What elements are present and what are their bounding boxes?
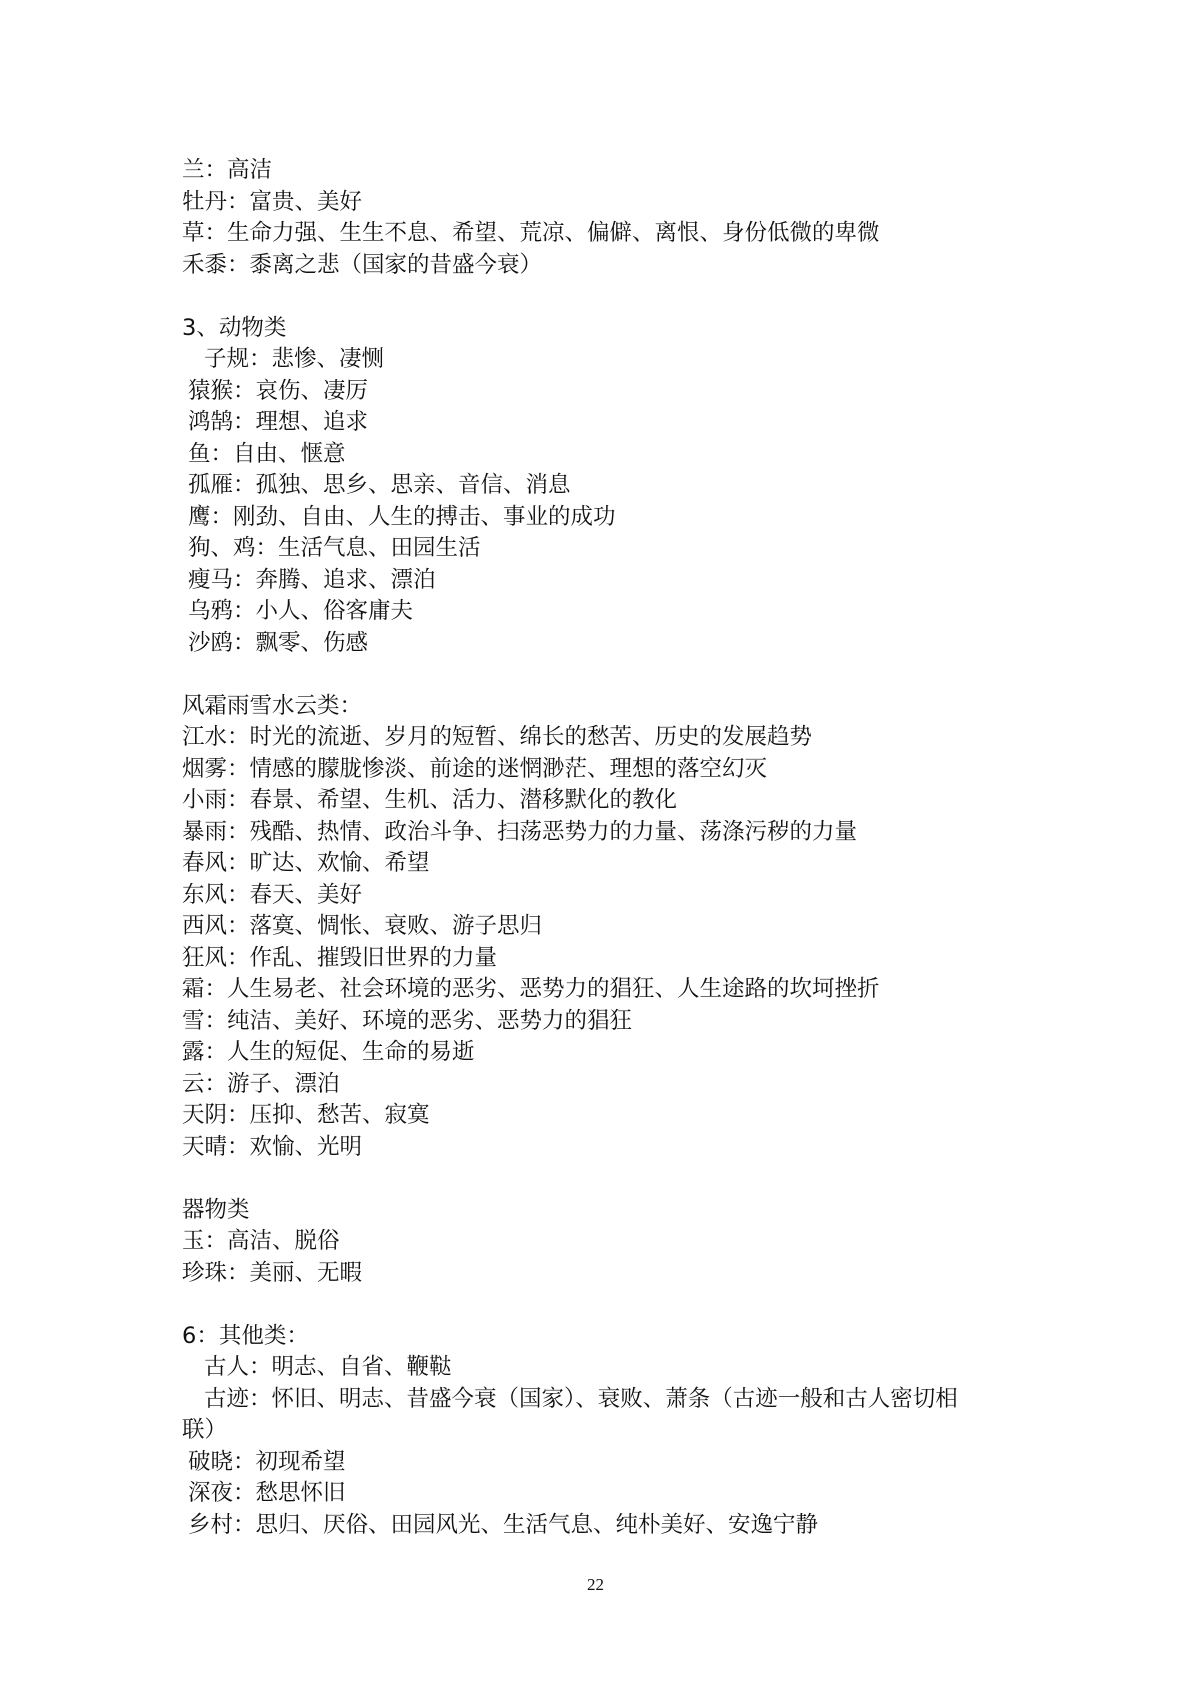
animal-entry: 沙鸥：飘零、伤感	[188, 629, 369, 656]
plant-entry: 禾黍：黍离之悲（国家的昔盛今衰）	[182, 251, 543, 278]
weather-entry: 雪：纯洁、美好、环境的恶劣、恶势力的猖狂	[182, 1007, 633, 1034]
weather-heading: 风霜雨雪水云类：	[182, 692, 363, 719]
weather-entry: 春风：旷达、欢愉、希望	[182, 850, 430, 876]
animals-heading: 3、动物类	[182, 314, 287, 341]
weather-entry: 暴雨：残酷、热情、政治斗争、扫荡恶势力的力量、荡涤污秽的力量	[182, 818, 858, 845]
other-entry: 古人：明志、自省、鞭鞑	[204, 1354, 452, 1380]
other-entry: 破晓：初现希望	[188, 1448, 346, 1475]
weather-entry: 东风：春天、美好	[182, 881, 363, 908]
weather-entry: 露：人生的短促、生命的易逝	[182, 1039, 475, 1065]
page-number: 22	[587, 1575, 604, 1594]
animal-entry: 瘦马：奔腾、追求、漂泊	[188, 566, 436, 593]
plant-entry: 兰：高洁	[182, 157, 273, 183]
weather-entry: 小雨：春景、希望、生机、活力、潜移默化的教化	[182, 787, 678, 813]
animal-entry: 猿猴：哀伤、凄厉	[188, 377, 369, 404]
other-entry-continuation: 联）	[182, 1417, 228, 1443]
weather-entry: 霜：人生易老、社会环境的恶劣、恶势力的猖狂、人生途路的坎坷挫折	[182, 976, 880, 1002]
spacer	[182, 1289, 1042, 1321]
objects-heading: 器物类	[182, 1196, 250, 1223]
weather-entry: 江水：时光的流逝、岁月的短暂、绵长的愁苦、历史的发展趋势	[182, 724, 813, 750]
weather-entry: 狂风：作乱、摧毁旧世界的力量	[182, 944, 498, 971]
spacer	[182, 281, 1042, 313]
object-entry: 珍珠：美丽、无暇	[182, 1259, 363, 1286]
weather-entry: 烟雾：情感的朦胧惨淡、前途的迷惘渺茫、理想的落空幻灭	[182, 755, 768, 782]
animal-entry: 狗、鸡：生活气息、田园生活	[188, 535, 481, 561]
animal-entry: 鸿鹄：理想、追求	[188, 409, 369, 435]
weather-entry: 西风：落寞、惆怅、衰败、游子思归	[182, 913, 543, 939]
animal-entry: 鹰：刚劲、自由、人生的搏击、事业的成功	[188, 503, 616, 530]
plant-entry: 草：生命力强、生生不息、希望、荒凉、偏僻、离恨、身份低微的卑微	[182, 220, 880, 246]
weather-entry: 天阴：压抑、愁苦、寂寞	[182, 1102, 430, 1128]
weather-entry: 云：游子、漂泊	[182, 1070, 340, 1097]
animal-entry: 鱼：自由、惬意	[188, 440, 346, 467]
other-entry: 乡村：思归、厌俗、田园风光、生活气息、纯朴美好、安逸宁静	[188, 1511, 819, 1538]
animal-entry: 乌鸦：小人、俗客庸夫	[188, 598, 414, 624]
document-body	[182, 155, 1042, 1541]
plant-entry: 牡丹：富贵、美好	[182, 188, 363, 215]
object-entry: 玉：高洁、脱俗	[182, 1228, 340, 1254]
others-heading: 6：其他类：	[182, 1322, 309, 1349]
spacer	[182, 659, 1042, 691]
other-entry: 深夜：愁思怀旧	[188, 1480, 346, 1506]
other-entry: 古迹：怀旧、明志、昔盛今衰（国家）、衰败、萧条（古迹一般和古人密切相	[204, 1385, 958, 1412]
spacer	[182, 1163, 1042, 1195]
animal-entry: 子规：悲惨、凄恻	[204, 346, 385, 372]
animal-entry: 孤雁：孤独、思乡、思亲、音信、消息	[188, 472, 571, 498]
weather-entry: 天晴：欢愉、光明	[182, 1133, 363, 1160]
